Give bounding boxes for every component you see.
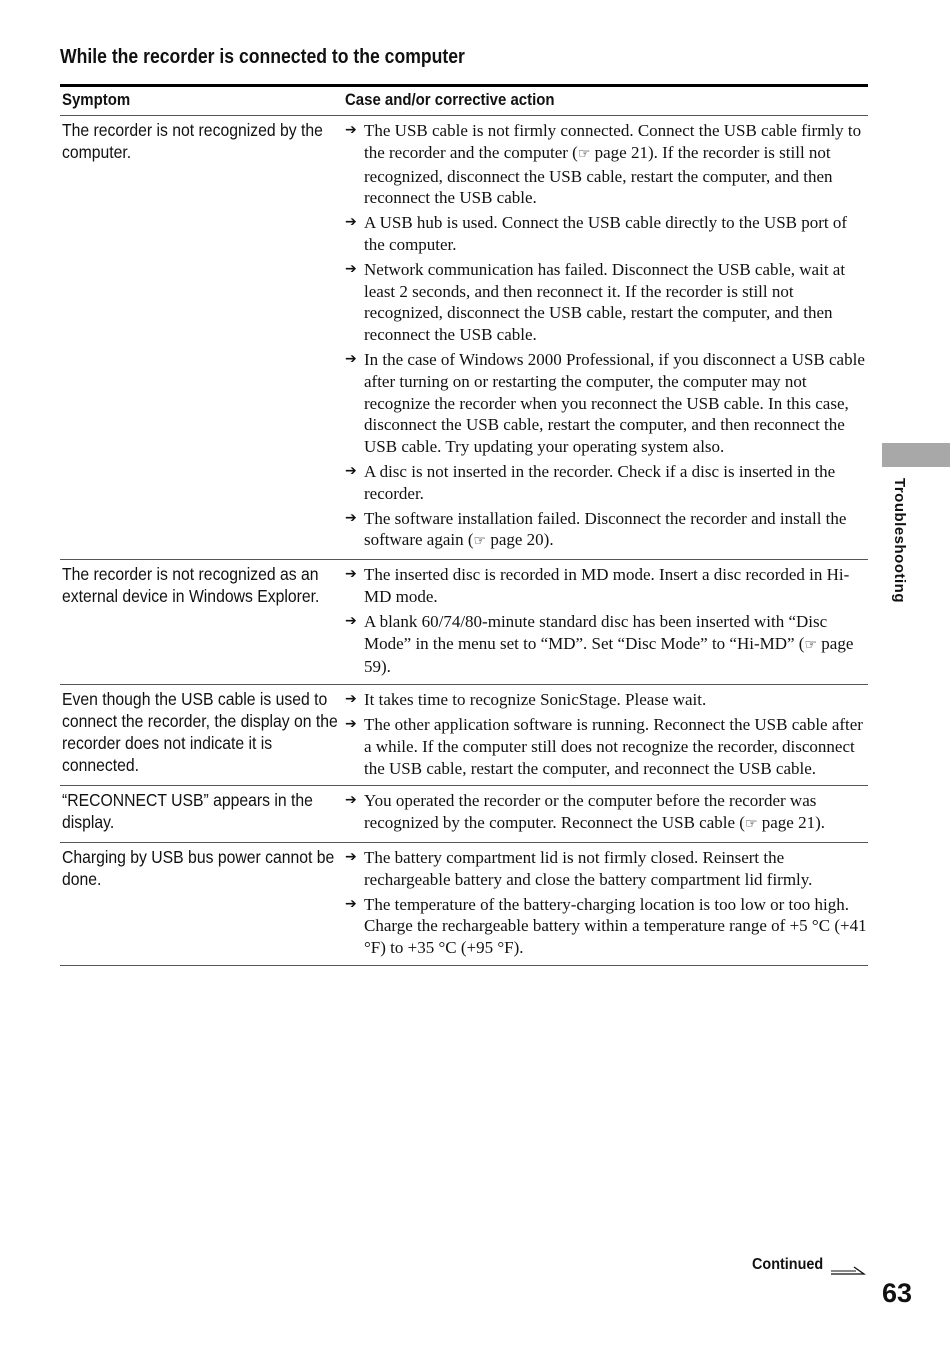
symptom-text: The recorder is not recognized by the computer. xyxy=(62,120,323,162)
troubleshooting-table xyxy=(60,84,868,966)
corrective-action xyxy=(345,847,868,891)
table-header xyxy=(60,87,868,116)
corrective-action xyxy=(345,349,868,458)
corrective-action xyxy=(345,212,868,256)
action-text: The inserted disc is recorded in MD mode. Insert a disc recorded in Hi-MD mode. xyxy=(364,565,850,606)
pointing-hand-icon: ☞ xyxy=(804,636,818,653)
action-text: The battery compartment lid is not firmly closed. Reinsert the rechargeable battery and close the battery compartment lid firmly. xyxy=(364,847,813,889)
table-row xyxy=(60,116,868,560)
table-row xyxy=(60,843,868,966)
table-row xyxy=(60,786,868,843)
action-text: A USB hub is used. Connect the USB cable directly to the USB port of the computer. xyxy=(364,213,848,254)
corrective-action xyxy=(345,894,868,959)
table-row xyxy=(60,560,868,685)
header-action: Case and/or corrective action xyxy=(345,90,555,109)
symptom-text: Charging by USB bus power cannot be done. xyxy=(62,846,335,889)
corrective-action xyxy=(345,508,868,554)
action-text: page 21). xyxy=(761,813,826,833)
action-text: The temperature of the battery-charging location is too low or too high. Charge the rechargeable battery within a temperature range of +5 °C (+41 °F) to +35 °C (+95 °F). xyxy=(364,894,867,958)
action-text: Network communication has failed. Disconnect the USB cable, wait at least 2 seconds, and then reconnect it. If the recorder is still not recognized, disconnect the USB cable, restart the computer, and then reconnect the USB cable. xyxy=(364,259,846,345)
arrow-right-icon: ➔ xyxy=(345,350,357,367)
arrow-right-icon: ➔ xyxy=(345,566,357,583)
corrective-action xyxy=(345,461,868,505)
corrective-action xyxy=(345,689,868,711)
header-symptom: Symptom xyxy=(62,90,131,109)
action-text: The other application software is running. Reconnect the USB cable after a while. If the computer still does not recognize the recorder, disconnect the USB cable, restart the computer, and reconnect the USB cable. xyxy=(364,714,863,778)
action-text: page 59). xyxy=(364,633,854,677)
corrective-action xyxy=(345,120,868,209)
action-text: A disc is not inserted in the recorder. Check if a disc is inserted in the recorder. xyxy=(364,461,836,503)
arrow-right-icon: ➔ xyxy=(345,122,357,138)
action-text: In the case of Windows 2000 Professional, if you disconnect a USB cable after turning on or restarting the computer, the computer may not recognize the recorder when you reconnect the USB cable. In this case, disconnect the USB cable, restart the computer, and then reconnect the USB cable. Try updating your operating system also. xyxy=(364,349,865,457)
action-text: You operated the recorder or the computer before the recorder was recognized by the computer. Reconnect the USB cable ( xyxy=(364,791,817,833)
table-body xyxy=(60,116,868,966)
action-text: A blank 60/74/80-minute standard disc has been inserted with “Disc Mode” in the menu set to “MD”. Set “Disc Mode” to “Hi-MD” ( xyxy=(364,611,828,653)
arrow-right-icon: ➔ xyxy=(345,612,357,629)
arrow-right-icon: ➔ xyxy=(345,715,357,732)
page-number: 63 xyxy=(882,1278,913,1308)
continued-arrow-icon xyxy=(830,1264,868,1276)
symptom-text: The recorder is not recognized as an external device in Windows Explorer. xyxy=(62,564,320,607)
arrow-right-icon: ➔ xyxy=(345,462,357,479)
action-text: The USB cable is not firmly connected. Connect the USB cable firmly to the recorder and the computer ( xyxy=(364,121,862,162)
action-text: The software installation failed. Disconnect the recorder and install the software again ( xyxy=(364,508,847,550)
table-row xyxy=(60,685,868,786)
side-tab-label: Troubleshooting xyxy=(891,478,908,603)
pointing-hand-icon: ☞ xyxy=(744,816,758,833)
corrective-action xyxy=(345,564,868,608)
side-tab-marker xyxy=(882,443,950,467)
corrective-action xyxy=(345,259,868,346)
corrective-action xyxy=(345,714,868,779)
arrow-right-icon: ➔ xyxy=(345,214,357,231)
arrow-right-icon: ➔ xyxy=(345,509,357,526)
action-text: page 20). xyxy=(490,530,554,550)
corrective-action xyxy=(345,611,868,678)
pointing-hand-icon: ☞ xyxy=(473,533,487,550)
symptom-text: “RECONNECT USB” appears in the display. xyxy=(62,790,313,833)
arrow-right-icon: ➔ xyxy=(345,260,357,277)
continued-label: Continued xyxy=(752,1256,824,1273)
section-title: While the recorder is connected to the computer xyxy=(60,46,465,68)
action-text: It takes time to recognize SonicStage. Please wait. xyxy=(364,690,707,710)
corrective-action xyxy=(345,790,868,836)
pointing-hand-icon: ☞ xyxy=(577,145,591,162)
arrow-right-icon: ➔ xyxy=(345,848,357,865)
action-text: page 21). If the recorder is still not recognized, disconnect the USB cable, restart the computer, and then reconnect the USB cable. xyxy=(364,142,833,208)
symptom-text: Even though the USB cable is used to connect the recorder, the display on the recorder does not indicate it is connected. xyxy=(62,689,338,776)
arrow-right-icon: ➔ xyxy=(345,792,357,809)
arrow-right-icon: ➔ xyxy=(345,895,357,912)
arrow-right-icon: ➔ xyxy=(345,691,357,708)
